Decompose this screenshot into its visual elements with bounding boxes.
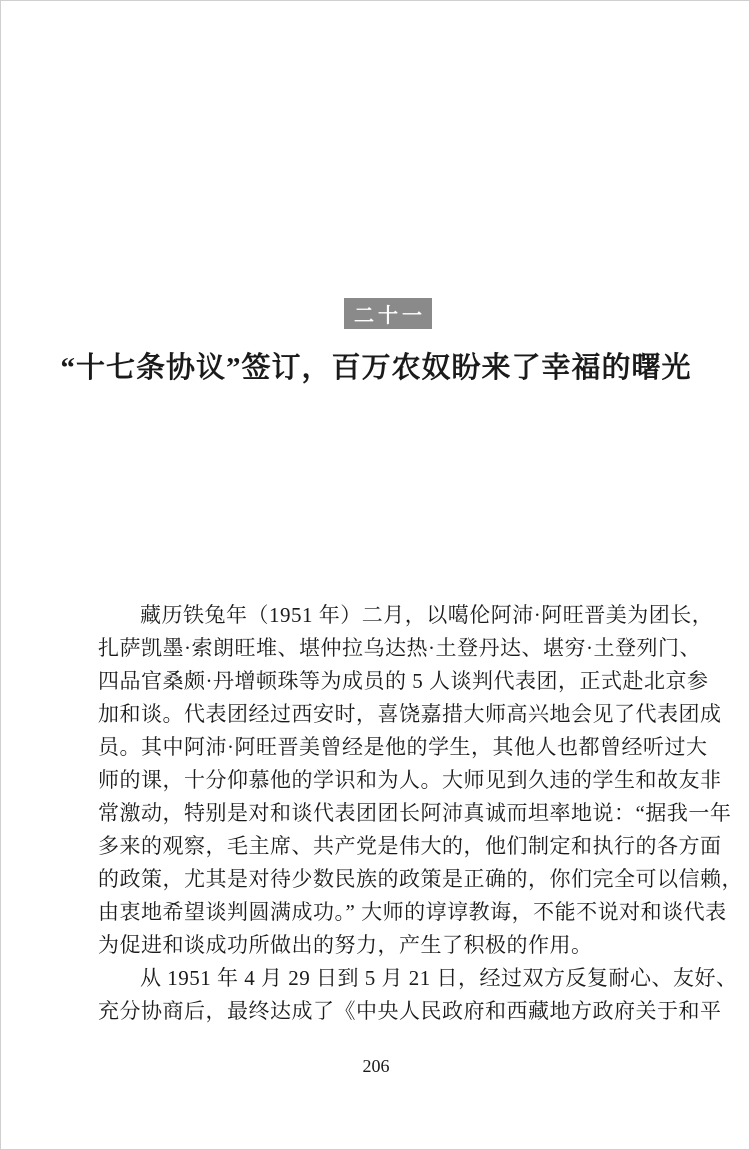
body-line: 多来的观察，毛主席、共产党是伟大的，他们制定和执行的各方面 [98, 834, 722, 858]
body-line: 扎萨凯墨·索朗旺堆、堪仲拉乌达热·土登丹达、堪穷·土登列门、 [98, 636, 701, 660]
body-line: 四品官桑颇·丹增顿珠等为成员的 5 人谈判代表团，正式赴北京参 [98, 669, 709, 693]
body-line: 常激动，特别是对和谈代表团团长阿沛真诚而坦率地说：“据我一年 [98, 801, 732, 825]
body-line: 藏历铁兔年（1951 年）二月，以噶伦阿沛·阿旺晋美为团长， [140, 603, 714, 627]
body-line: 师的课，十分仰慕他的学识和为人。大师见到久违的学生和故友非 [98, 768, 722, 792]
chapter-title: “十七条协议”签订，百万农奴盼来了幸福的曙光 [60, 352, 692, 384]
body-line: 加和谈。代表团经过西安时，喜饶嘉措大师高兴地会见了代表团成 [98, 702, 722, 726]
body-line: 由衷地希望谈判圆满成功。” 大师的谆谆教诲，不能不说对和谈代表 [98, 900, 727, 924]
page-number: 206 [362, 1056, 390, 1076]
body-line: 从 1951 年 4 月 29 日到 5 月 21 日，经过双方反复耐心、友好、 [140, 966, 738, 990]
chapter-number-badge: 二十一 [344, 298, 432, 329]
body-line: 员。其中阿沛·阿旺晋美曾经是他的学生，其他人也都曾经听过大 [98, 735, 708, 759]
body-text [98, 599, 743, 1028]
body-line: 的政策，尤其是对待少数民族的政策是正确的，你们完全可以信赖， [98, 867, 743, 891]
body-line: 为促进和谈成功所做出的努力，产生了积极的作用。 [98, 933, 593, 957]
body-line: 充分协商后，最终达成了《中央人民政府和西藏地方政府关于和平 [98, 999, 722, 1023]
